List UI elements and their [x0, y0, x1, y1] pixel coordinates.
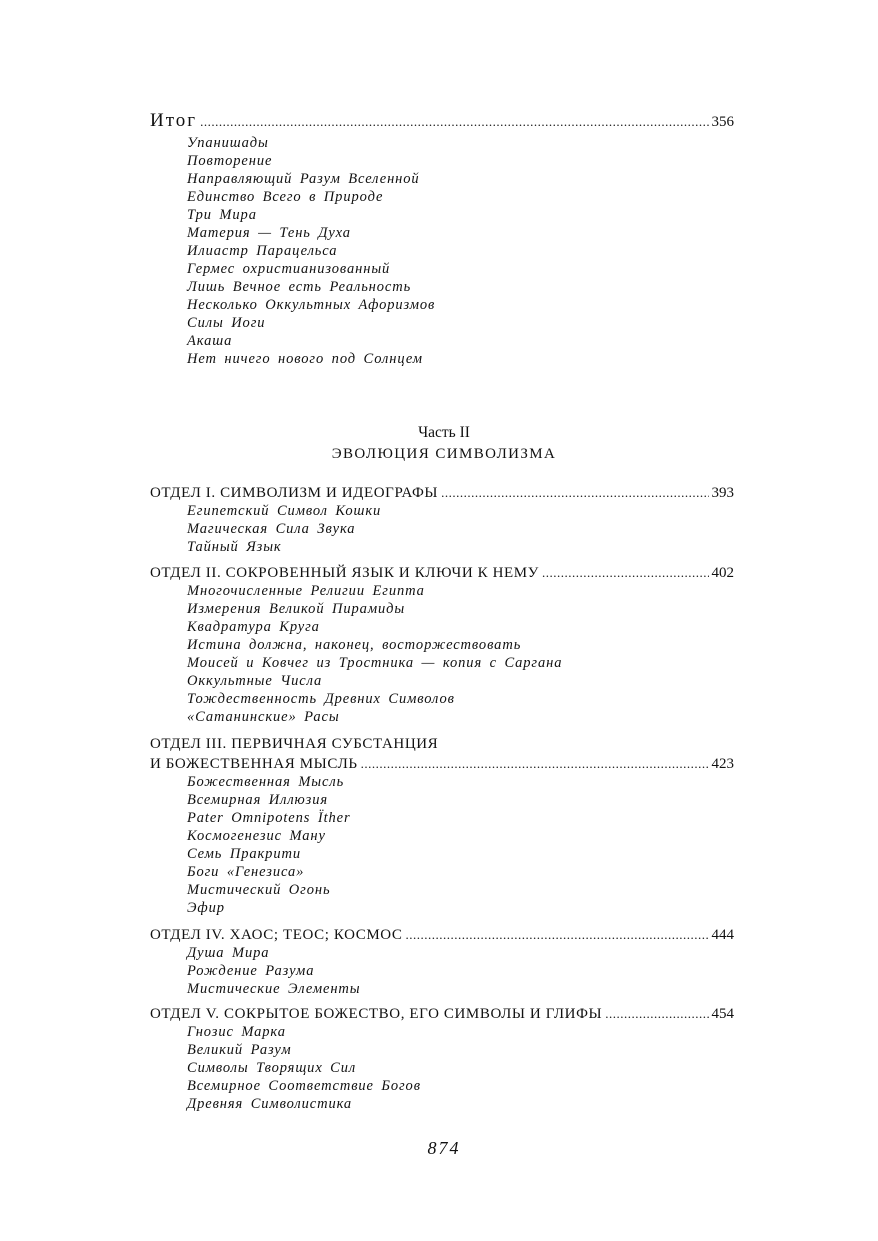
part-label: Часть II — [418, 424, 470, 441]
dot-leader — [361, 755, 709, 773]
dot-leader — [542, 564, 709, 582]
dot-leader — [406, 926, 709, 944]
toc-subitem: Квадратура Круга — [187, 619, 320, 635]
toc-entry-title: Итог — [150, 110, 198, 131]
toc-subitem: Эфир — [187, 900, 225, 916]
dot-leader — [605, 1005, 708, 1023]
toc-subitem: Илиастр Парацельса — [187, 243, 338, 259]
toc-subitem: Боги «Генезиса» — [187, 864, 305, 880]
toc-subitem: Нет ничего нового под Солнцем — [187, 351, 423, 367]
toc-section-1 — [150, 484, 734, 502]
toc-subitem: Египетский Символ Кошки — [187, 503, 382, 519]
toc-entry-itog — [150, 112, 734, 131]
page-number: 874 — [427, 1138, 461, 1158]
toc-subitem: Древняя Символистика — [187, 1096, 353, 1112]
section-title: ОТДЕЛ II. СОКРОВЕННЫЙ ЯЗЫК И КЛЮЧИ К НЕМУ — [150, 565, 539, 581]
dot-leader — [200, 113, 708, 131]
toc-subitem: Истина должна, наконец, восторжествовать — [187, 637, 522, 653]
toc-page-number: 454 — [711, 1006, 734, 1022]
toc-subitem: Гермес охристианизованный — [187, 261, 391, 277]
toc-subitem: Мистические Элементы — [187, 981, 361, 997]
toc-subitem: Душа Мира — [187, 945, 270, 961]
toc-subitem: Силы Иоги — [187, 315, 266, 331]
toc-subitem: Тождественность Древних Символов — [187, 691, 455, 707]
toc-section-3 — [150, 755, 734, 773]
toc-page-number: 423 — [711, 756, 734, 772]
dot-leader — [441, 484, 708, 502]
toc-subitem: Оккультные Числа — [187, 673, 323, 689]
toc-subitem: Несколько Оккультных Афоризмов — [187, 297, 436, 313]
section-title: ОТДЕЛ IV. ХАОС; ТЕОС; КОСМОС — [150, 927, 403, 943]
section-title: ОТДЕЛ I. СИМВОЛИЗМ И ИДЕОГРАФЫ — [150, 485, 439, 501]
toc-subitem: Материя — Тень Духа — [187, 225, 351, 241]
toc-subitem: Упанишады — [187, 135, 269, 151]
toc-page-number: 444 — [711, 927, 734, 943]
toc-subitem: Семь Пракрити — [187, 846, 301, 862]
toc-subitem: Измерения Великой Пирамиды — [187, 601, 406, 617]
toc-subitem: Всемирное Соответствие Богов — [187, 1078, 421, 1094]
toc-subitem: Повторение — [187, 153, 273, 169]
toc-subitem: Тайный Язык — [187, 539, 282, 555]
toc-page-number: 356 — [711, 114, 734, 130]
toc-subitem: Космогенезис Ману — [187, 828, 326, 844]
toc-subitem: Лишь Вечное есть Реальность — [187, 279, 412, 295]
toc-subitem: Акаша — [187, 333, 233, 349]
toc-subitem: Всемирная Иллюзия — [187, 792, 329, 808]
section-title-line1: ОТДЕЛ III. ПЕРВИЧНАЯ СУБСТАНЦИЯ — [150, 736, 439, 752]
toc-subitem: Единство Всего в Природе — [187, 189, 384, 205]
section-title: ОТДЕЛ V. СОКРЫТОЕ БОЖЕСТВО, ЕГО СИМВОЛЫ И ГЛИФЫ — [150, 1006, 603, 1022]
section-title: И БОЖЕСТВЕННАЯ МЫСЛЬ — [150, 756, 358, 772]
toc-section-5 — [150, 1005, 734, 1023]
toc-subitem: Магическая Сила Звука — [187, 521, 356, 537]
toc-subitem: Pater Omnipotens Ïther — [187, 810, 351, 826]
toc-subitem: Гнозис Марка — [187, 1024, 286, 1040]
toc-page-number: 393 — [711, 485, 734, 501]
toc-subitem: Божественная Мысль — [187, 774, 345, 790]
toc-subitem: Рождение Разума — [187, 963, 315, 979]
toc-subitem: «Сатанинские» Расы — [187, 709, 340, 725]
toc-subitem: Направляющий Разум Вселенной — [187, 171, 420, 187]
toc-subitem: Великий Разум — [187, 1042, 292, 1058]
toc-section-2 — [150, 564, 734, 582]
toc-section-4 — [150, 926, 734, 944]
part-title: ЭВОЛЮЦИЯ СИМВОЛИЗМА — [331, 446, 557, 462]
toc-subitem: Три Мира — [187, 207, 257, 223]
toc-subitem: Моисей и Ковчег из Тростника — копия с Саргана — [187, 655, 563, 671]
toc-page-number: 402 — [711, 565, 734, 581]
toc-subitem: Мистический Огонь — [187, 882, 331, 898]
toc-subitem: Многочисленные Религии Египта — [187, 583, 425, 599]
toc-subitem: Символы Творящих Сил — [187, 1060, 357, 1076]
